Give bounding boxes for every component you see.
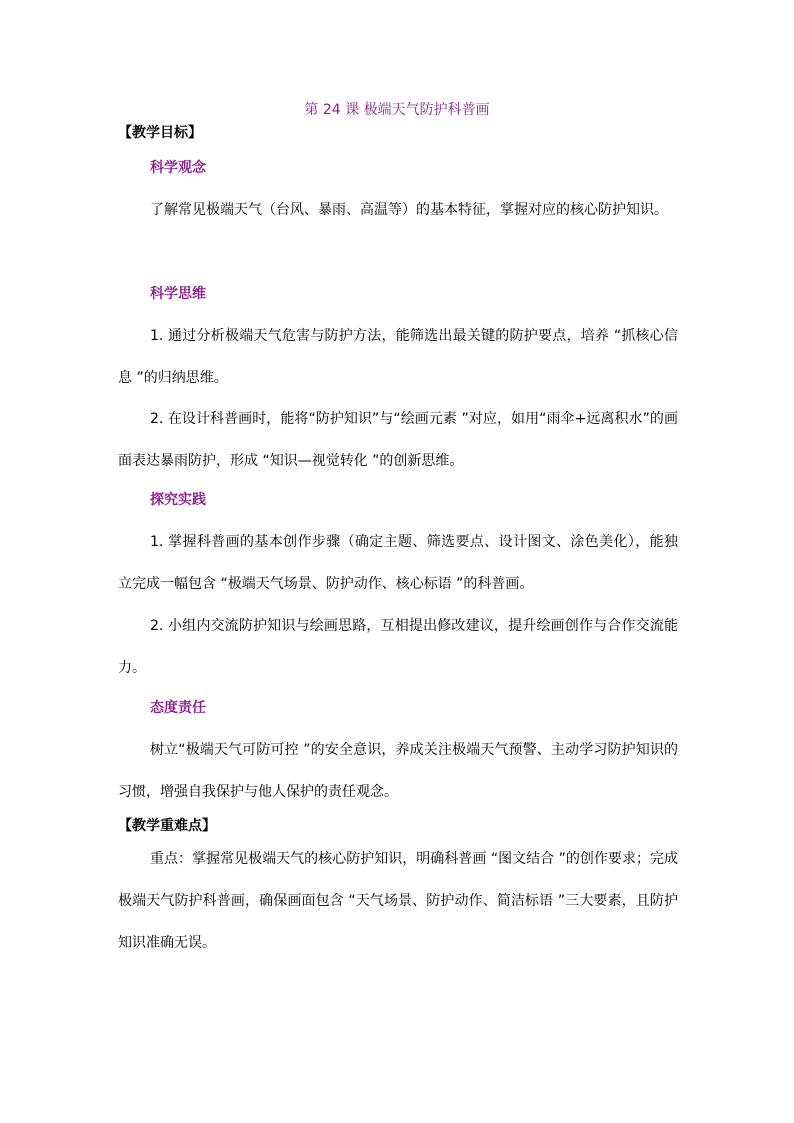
paragraph-inquiry-practice-2: 2. 小组内交流防护知识与绘画思路，互相提出修改建议，提升绘画创作与合作交流能力。 <box>118 618 678 676</box>
paragraph-key-points: 重点：掌握常见极端天气的核心防护知识，明确科普画 “图文结合 ”的创作要求；完成极端天气防护科普画，确保画面包含 “天气场景、防护动作、简洁标语 ”三大要素，且防护知识准确无误。 <box>118 851 678 951</box>
paragraph-science-concept: 了解常见极端天气（台风、暴雨、高温等）的基本特征，掌握对应的核心防护知识。 <box>150 202 668 218</box>
section-heading-goals: 【教学目标】 <box>118 125 202 141</box>
paragraph-science-thinking-1: 1. 通过分析极端天气危害与防护方法，能筛选出最关键的防护要点，培养 “抓核心信息 ”的归纳思维。 <box>118 328 678 386</box>
paragraph-inquiry-practice-1: 1. 掌握科普画的基本创作步骤（确定主题、筛选要点、设计图文、涂色美化），能独立完成一幅包含 “极端天气场景、防护动作、核心标语 ”的科普画。 <box>118 534 678 592</box>
subheading-science-concept: 科学观念 <box>150 160 206 176</box>
subheading-attitude: 态度责任 <box>150 700 206 716</box>
paragraph-attitude: 树立“极端天气可防可控 ”的安全意识，养成关注极端天气预警、主动学习防护知识的习惯，增强自我保护与他人保护的责任观念。 <box>118 742 678 800</box>
lesson-title: 第 24 课 极端天气防护科普画 <box>304 102 490 118</box>
paragraph-science-thinking-2: 2. 在设计科普画时，能将“防护知识”与“绘画元素 ”对应，如用“雨伞+远离积水”的画面表达暴雨防护，形成 “知识—视觉转化 ”的创新思维。 <box>118 411 678 469</box>
subheading-inquiry-practice: 探究实践 <box>150 492 206 508</box>
subheading-science-thinking: 科学思维 <box>150 286 206 302</box>
section-heading-key-points: 【教学重难点】 <box>118 818 216 834</box>
